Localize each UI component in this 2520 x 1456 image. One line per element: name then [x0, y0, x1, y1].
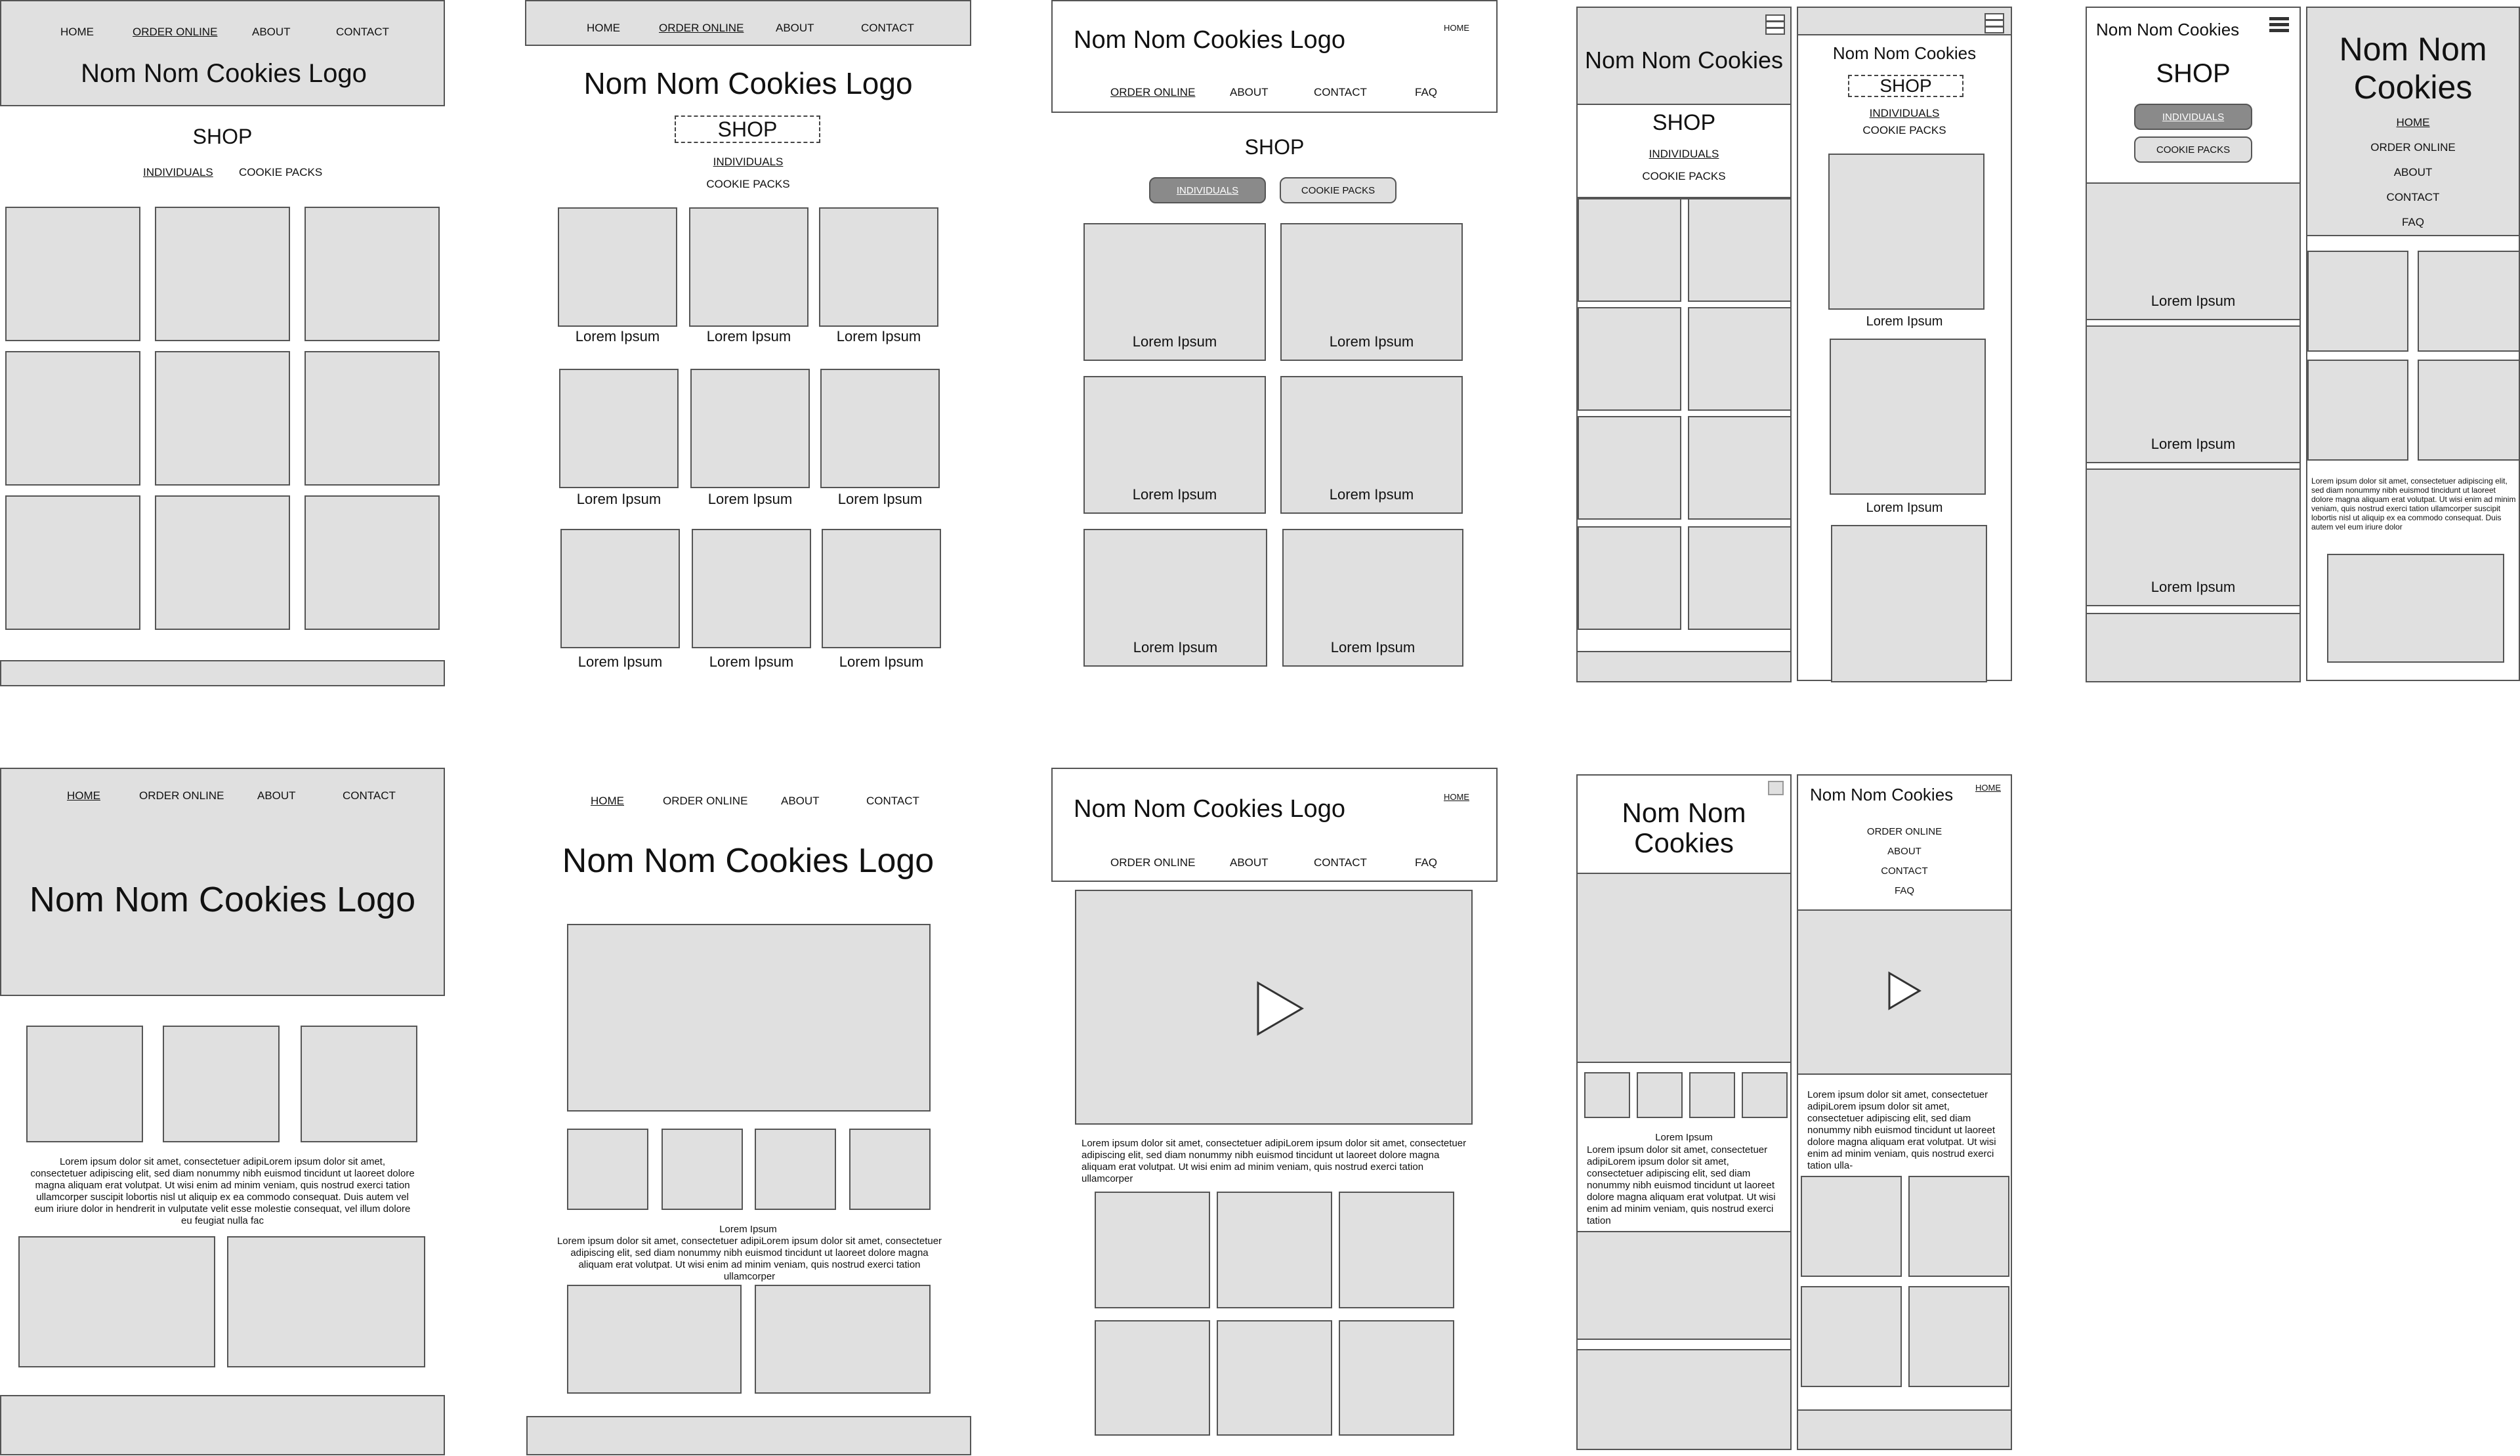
nav-about[interactable]: ABOUT [257, 789, 296, 802]
body-text: Lorem ipsum dolor sit amet, consectetuer adipiLorem ipsum dolor sit amet, consectetuer adipiscing elit, sed diam nonummy nibh euismod tincidunt ut laoreet dolore magna aliquam erat volutpat. Ut wisi enim ad minim veniam, quis nostrud exerci tation ullamcorper [1082, 1138, 1467, 1184]
footer [1576, 651, 1792, 682]
nav-contact[interactable]: CONTACT [1314, 856, 1367, 869]
nav-about[interactable]: ABOUT [781, 795, 820, 807]
footer [2086, 613, 2301, 682]
product-image[interactable] [304, 207, 440, 341]
site-name-line2: Cookies [1634, 827, 1734, 858]
nav-home[interactable]: HOME [1444, 23, 1469, 33]
product-card[interactable] [1280, 376, 1463, 514]
product-image[interactable] [1688, 307, 1792, 411]
nav-faq[interactable]: FAQ [1415, 856, 1438, 869]
product-image[interactable] [558, 207, 677, 327]
nav-order-online[interactable]: ORDER ONLINE [2370, 141, 2456, 154]
product-image[interactable] [2418, 360, 2520, 461]
product-image[interactable] [692, 529, 811, 648]
product-card[interactable] [1083, 376, 1266, 514]
product-image[interactable] [5, 351, 140, 486]
wf3-header [1051, 0, 1498, 113]
product-caption: Lorem Ipsum [1132, 333, 1217, 350]
wf4b-frame [1797, 7, 2012, 681]
nav-order-online[interactable]: ORDER ONLINE [1110, 856, 1196, 869]
body-text: Lorem ipsum dolor sit amet, consectetuer adipiLorem ipsum dolor sit amet, consectetuer adipiscing elit, sed diam nonummy nibh euismod tincidunt ut laoreet dolore magna aliquam erat volutpat. Ut wisi enim ad minim veniam, quis nostrud exerci tation ullamcorper [556, 1236, 942, 1282]
filter-individuals[interactable]: INDIVIDUALS [1869, 107, 1940, 119]
product-caption: Lorem Ipsum [2151, 436, 2236, 452]
site-name-line2: Cookies [2353, 69, 2473, 106]
shop-title: SHOP [1848, 75, 1964, 97]
nav-contact[interactable]: CONTACT [336, 26, 389, 38]
product-image[interactable] [1908, 1176, 2009, 1277]
footer [0, 660, 445, 686]
product-image[interactable] [155, 207, 290, 341]
product-image[interactable] [2307, 251, 2408, 352]
feature-image[interactable] [755, 1129, 836, 1210]
feature-image[interactable] [1689, 1072, 1735, 1118]
product-image[interactable] [1688, 198, 1792, 302]
filter-cookie-packs[interactable]: COOKIE PACKS [1642, 170, 1726, 182]
product-caption: Lorem Ipsum [1330, 639, 1416, 655]
shop-title: SHOP [2156, 59, 2231, 88]
nav-home[interactable]: HOME [1975, 783, 2001, 793]
menu-icon[interactable] [2269, 17, 2289, 33]
menu-icon[interactable] [1984, 13, 2004, 31]
product-image[interactable] [560, 529, 680, 648]
filter-individuals[interactable]: INDIVIDUALS [1648, 148, 1719, 160]
play-icon[interactable] [1887, 971, 1922, 1010]
nav-home[interactable]: HOME [1444, 792, 1469, 802]
product-image[interactable] [1095, 1320, 1210, 1436]
image-block [567, 1285, 742, 1394]
footer [1797, 1409, 2012, 1450]
site-logo: Nom Nom Cookies Logo [562, 842, 934, 880]
wf5a-frame [2086, 7, 2301, 681]
nav-home[interactable]: HOME [2396, 116, 2430, 129]
menu-panel [2306, 7, 2520, 236]
filter-cookie-packs[interactable]: COOKIE PACKS [239, 166, 323, 178]
wf1-header [0, 0, 445, 106]
site-name: Nom Nom Cookies [1584, 47, 1784, 73]
product-image[interactable] [1801, 1176, 1902, 1277]
product-caption: Lorem Ipsum [706, 328, 791, 344]
wf2-nav-bar [525, 0, 971, 46]
wf8-header [1051, 768, 1498, 882]
image-block [2327, 554, 2504, 663]
site-logo: Nom Nom Cookies Logo [29, 880, 416, 919]
product-image[interactable] [5, 207, 140, 341]
site-logo: Nom Nom Cookies Logo [1074, 26, 1345, 54]
product-image[interactable] [689, 207, 808, 327]
feature-image[interactable] [662, 1129, 743, 1210]
product-image[interactable] [1908, 1286, 2009, 1387]
mobile-header [1576, 7, 1792, 105]
product-image[interactable] [1830, 339, 1986, 495]
image-block [227, 1236, 425, 1367]
product-image[interactable] [1578, 416, 1681, 520]
product-caption: Lorem Ipsum [1329, 486, 1414, 503]
filter-individuals[interactable]: INDIVIDUALS [2134, 104, 2252, 130]
nav-home[interactable]: HOME [591, 795, 624, 807]
product-image[interactable] [155, 351, 290, 486]
nav-about[interactable]: ABOUT [2393, 166, 2433, 178]
nav-contact[interactable]: CONTACT [343, 789, 396, 802]
site-name: Nom Nom Cookies [2096, 20, 2240, 39]
product-image[interactable] [1217, 1320, 1332, 1436]
product-card[interactable] [1280, 223, 1463, 361]
nav-about[interactable]: ABOUT [776, 22, 814, 34]
product-caption: Lorem Ipsum [707, 491, 793, 507]
body-text: Lorem ipsum dolor sit amet, consectetuer adipiLorem ipsum dolor sit amet, consectetuer adipiscing elit, sed diam nonummy nibh euismod tincidunt ut laoreet dolore magna aliquam erat volutpat. Ut wisi enim ad minim veniam, quis nostrud exerci tation [1587, 1144, 1776, 1226]
feature-image[interactable] [1742, 1072, 1788, 1118]
feature-image[interactable] [301, 1026, 417, 1142]
product-image[interactable] [2418, 251, 2520, 352]
nav-order-online[interactable]: ORDER ONLINE [133, 26, 218, 38]
wf6-header [0, 768, 445, 996]
wf9a-frame [1576, 774, 1792, 1449]
product-image[interactable] [559, 369, 679, 488]
product-caption: Lorem Ipsum [2151, 293, 2236, 309]
shop-title: SHOP [1244, 135, 1305, 159]
nav-faq[interactable]: FAQ [1894, 885, 1914, 896]
top-bar [1797, 7, 2012, 35]
product-image[interactable] [822, 529, 941, 648]
product-caption: Lorem Ipsum [1132, 486, 1217, 503]
nav-order-online[interactable]: ORDER ONLINE [663, 795, 748, 807]
nav-order-online[interactable]: ORDER ONLINE [659, 22, 744, 34]
nav-home[interactable]: HOME [587, 22, 620, 34]
feature-image[interactable] [849, 1129, 931, 1210]
image-block [18, 1236, 215, 1367]
product-caption: Lorem Ipsum [1866, 501, 1943, 515]
product-card[interactable] [1282, 529, 1463, 667]
footer [526, 1416, 971, 1455]
nav-faq[interactable]: FAQ [2401, 216, 2424, 228]
image-block [755, 1285, 931, 1394]
image-block [1576, 1231, 1792, 1340]
filter-individuals[interactable]: INDIVIDUALS [143, 166, 213, 178]
nav-about[interactable]: ABOUT [1230, 856, 1269, 869]
product-card[interactable] [2086, 468, 2301, 606]
feature-image[interactable] [26, 1026, 143, 1142]
product-image[interactable] [1828, 154, 1984, 310]
product-caption: Lorem Ipsum [709, 654, 794, 670]
nav-contact[interactable]: CONTACT [2386, 191, 2440, 203]
nav-contact[interactable]: CONTACT [1881, 865, 1928, 877]
site-logo: Nom Nom Cookies Logo [1074, 795, 1345, 823]
product-image[interactable] [690, 369, 810, 488]
feature-image[interactable] [1637, 1072, 1683, 1118]
nav-order-online[interactable]: ORDER ONLINE [139, 789, 224, 802]
close-icon[interactable] [1768, 781, 1784, 795]
nav-contact[interactable]: CONTACT [866, 795, 919, 807]
play-icon[interactable] [1256, 981, 1305, 1036]
filter-cookie-packs[interactable]: COOKIE PACKS [1862, 124, 1946, 136]
product-caption: Lorem Ipsum [1329, 333, 1414, 350]
product-card[interactable] [2086, 182, 2301, 320]
product-image[interactable] [304, 495, 440, 630]
nav-about[interactable]: ABOUT [1230, 86, 1269, 98]
product-image[interactable] [5, 495, 140, 630]
hero-image [567, 924, 931, 1112]
shop-title: SHOP [675, 115, 820, 143]
nav-contact[interactable]: CONTACT [1314, 86, 1367, 98]
filter-individuals[interactable]: INDIVIDUALS [713, 156, 784, 168]
video-player[interactable] [1075, 890, 1473, 1125]
site-logo: Nom Nom Cookies Logo [81, 59, 367, 88]
lorem-heading: Lorem Ipsum [1655, 1132, 1713, 1143]
product-image[interactable] [1801, 1286, 1902, 1387]
product-image[interactable] [1578, 307, 1681, 411]
body-text: Lorem ipsum dolor sit amet, consectetuer adipiLorem ipsum dolor sit amet, consectetuer adipiscing elit, sed diam nonummy nibh euismod tincidunt ut laoreet dolore magna aliquam erat volutpat. Ut wisi enim ad minim veniam, quis nostrud exerci tation ulla- [1807, 1089, 1996, 1171]
nav-about[interactable]: ABOUT [1887, 846, 1922, 857]
product-caption: Lorem Ipsum [836, 328, 921, 344]
wf4a-frame [1576, 7, 1792, 681]
product-image[interactable] [155, 495, 290, 630]
product-caption: Lorem Ipsum [1133, 639, 1218, 655]
wf5b-frame [2306, 7, 2520, 681]
feature-image[interactable] [1584, 1072, 1630, 1118]
feature-image[interactable] [567, 1129, 648, 1210]
site-name-line1: Nom Nom [1622, 797, 1746, 828]
filter-cookie-packs[interactable]: COOKIE PACKS [2134, 136, 2252, 163]
product-card[interactable] [2086, 325, 2301, 463]
body-text: Lorem ipsum dolor sit amet, consectetuer adipiLorem ipsum dolor sit amet, consectetuer adipiscing elit, sed diam nonummy nibh euismod tincidunt ut laoreet dolore magna aliquam erat volutpat. Ut wisi enim ad minim veniam, quis nostrud exerci tation ullamcorper suscipit lobortis nisl ut aliquip ex ea commodo consequat. Duis autem vel eum iriure dolor in hendrerit in vulputate velit esse molestie consequat, vel illum dolore eu feugiat nulla fac [30, 1156, 415, 1226]
product-image[interactable] [1688, 416, 1792, 520]
body-text: Lorem ipsum dolor sit amet, consectetuer adipiscing elit, sed diam nonummy nibh euismod tincidunt ut laoreet dolore magna aliquam erat volutpat. Ut wisi enim ad minim veniam, quis nostrud exerci tation ullamcorper suscipit lobortis nisl ut aliquip ex ea commodo consequat. Duis autem vel eum iriure dolor [2311, 476, 2516, 531]
product-image[interactable] [820, 369, 940, 488]
product-image[interactable] [1688, 526, 1792, 630]
product-image[interactable] [1217, 1192, 1332, 1308]
product-image[interactable] [1339, 1192, 1454, 1308]
product-caption: Lorem Ipsum [837, 491, 923, 507]
product-caption: Lorem Ipsum [839, 654, 924, 670]
lorem-heading: Lorem Ipsum [719, 1224, 777, 1235]
product-image[interactable] [819, 207, 938, 327]
product-image[interactable] [1339, 1320, 1454, 1436]
product-image[interactable] [2307, 360, 2408, 461]
nav-order-online[interactable]: ORDER ONLINE [1110, 86, 1196, 98]
site-logo: Nom Nom Cookies Logo [583, 66, 913, 100]
wf9b-frame [1797, 774, 2012, 1449]
video-player[interactable] [1797, 909, 2012, 1075]
nav-home[interactable]: HOME [67, 789, 100, 802]
nav-order-online[interactable]: ORDER ONLINE [1866, 826, 1942, 837]
image-block [1576, 1349, 1792, 1450]
site-name: Nom Nom Cookies [1832, 43, 1977, 63]
product-image[interactable] [1831, 525, 1987, 682]
product-card[interactable] [1083, 223, 1266, 361]
product-caption: Lorem Ipsum [1866, 314, 1943, 329]
nav-home[interactable]: HOME [60, 26, 94, 38]
site-name-line1: Nom Nom [2339, 31, 2487, 68]
site-name: Nom Nom Cookies [1810, 785, 1954, 804]
product-image[interactable] [1578, 198, 1681, 302]
shop-title: SHOP [1652, 110, 1716, 135]
product-caption: Lorem Ipsum [575, 328, 660, 344]
filter-individuals[interactable]: INDIVIDUALS [1149, 177, 1266, 203]
product-card[interactable] [1083, 529, 1267, 667]
product-caption: Lorem Ipsum [578, 654, 663, 670]
shop-title: SHOP [192, 125, 253, 148]
feature-image[interactable] [163, 1026, 280, 1142]
product-caption: Lorem Ipsum [2151, 579, 2236, 595]
filter-cookie-packs[interactable]: COOKIE PACKS [1280, 177, 1396, 203]
product-image[interactable] [304, 351, 440, 486]
product-image[interactable] [1578, 526, 1681, 630]
product-image[interactable] [1095, 1192, 1210, 1308]
product-caption: Lorem Ipsum [576, 491, 662, 507]
nav-about[interactable]: ABOUT [252, 26, 291, 38]
footer [0, 1395, 445, 1455]
menu-icon[interactable] [1765, 14, 1785, 33]
filter-cookie-packs[interactable]: COOKIE PACKS [706, 178, 790, 190]
hero-image [1576, 873, 1792, 1063]
nav-contact[interactable]: CONTACT [861, 22, 914, 34]
nav-faq[interactable]: FAQ [1415, 86, 1438, 98]
